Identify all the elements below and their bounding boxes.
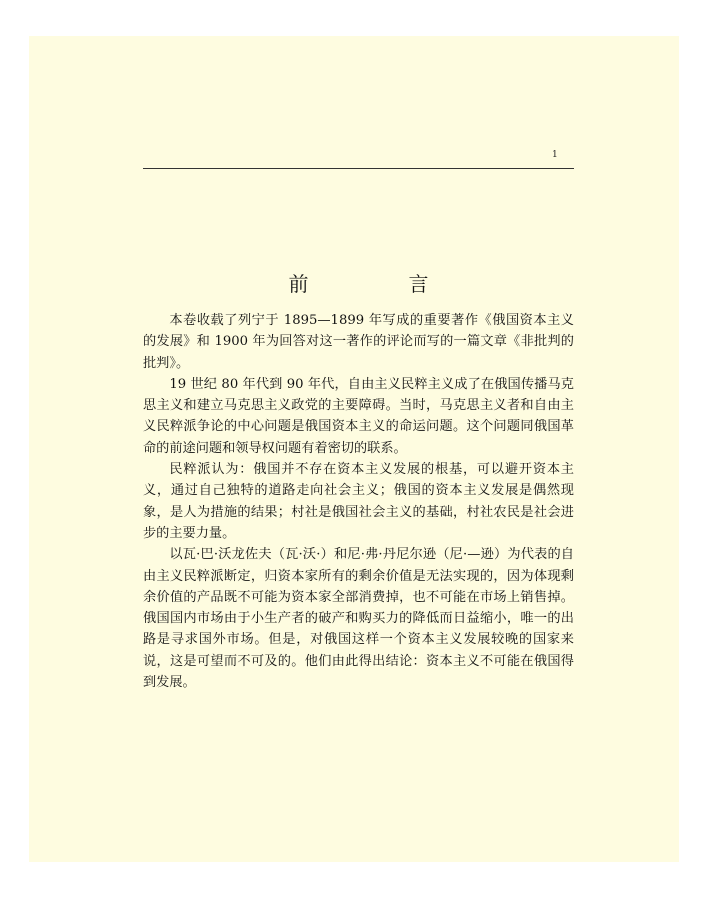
paragraph: 民粹派认为：俄国并不存在资本主义发展的根基，可以避开资本主义，通过自己独特的道路走向社会主义；俄国的资本主义发展是偶然现象，是人为措施的结果；村社是俄国社会主义的基础，村社农民是社会进步的主要力量。 <box>143 462 574 541</box>
header-rule <box>143 168 574 169</box>
paragraph: 19 世纪 80 年代到 90 年代，自由主义民粹主义成了在俄国传播马克思主义和建立马克思主义政党的主要障碍。当时，马克思主义者和自由主义民粹派争论的中心问题是俄国资本主义的命运问题。这个问题同俄国革命的前途问题和领导权问题有着密切的联系。 <box>143 376 574 456</box>
body-text <box>143 310 574 693</box>
paragraph: 本卷收载了列宁于 1895—1899 年写成的重要著作《俄国资本主义的发展》和 1900 年为回答对这一著作的评论而写的一篇文章《非批判的批判》。 <box>143 313 574 371</box>
paragraph: 以瓦·巴·沃龙佐夫（瓦·沃·）和尼·弗·丹尼尔逊（尼·—逊）为代表的自由主义民粹派断定，归资本家所有的剩余价值是无法实现的，因为体现剩余价值的产品既不可能为资本家全部消费掉，也不可能在市场上销售掉。俄国国内市场由于小生产者的破产和购买力的降低而日益缩小，唯一的出路是寻求国外市场。但是，对俄国这样一个资本主义发展较晚的国家来说，这是可望而不可及的。他们由此得出结论：资本主义不可能在俄国得到发展。 <box>143 547 574 691</box>
page-number: 1 <box>552 150 558 160</box>
page-title: 前 言 <box>288 272 469 296</box>
